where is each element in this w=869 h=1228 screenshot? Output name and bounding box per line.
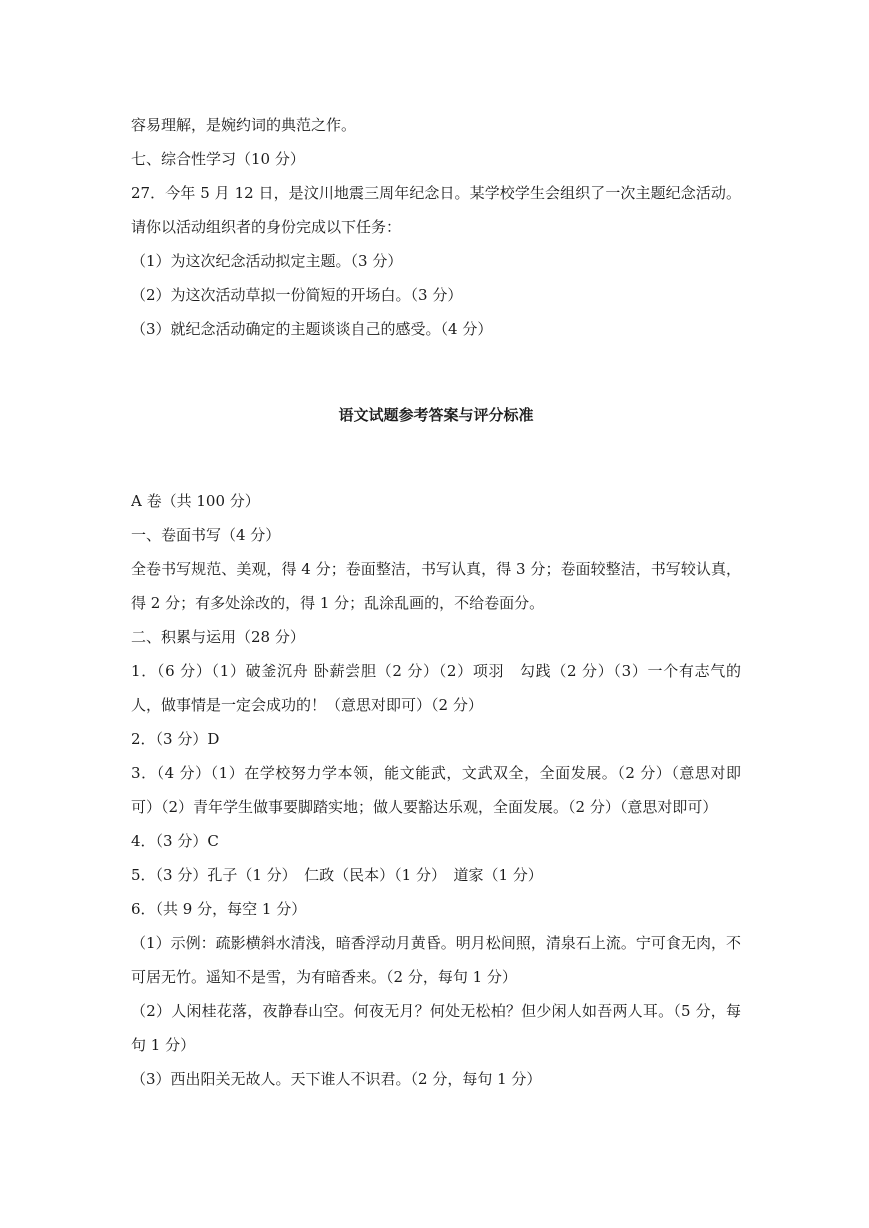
answer-4: 4．（3 分）C [131,832,219,850]
paragraph: 全卷书写规范、美观，得 4 分；卷面整洁，书写认真，得 3 分；卷面较整洁，书写较认真，得 2 分；有多处涂改的，得 1 分；乱涂乱画的，不给卷面分。 [131,560,741,612]
section-heading: 七、综合性学习（10 分） [131,150,305,168]
answer-2: 2．（3 分）D [131,730,220,748]
question-27: 27．今年 5 月 12 日，是汶川地震三周年纪念日。某学校学生会组织了一次主题纪念活动。请你以活动组织者的身份完成以下任务： [131,184,741,236]
task-1: （1）为这次纪念活动拟定主题。（3 分） [131,252,403,270]
document-page [131,108,741,1096]
answer-6: 6．（共 9 分，每空 1 分） [131,900,307,918]
answer-1: 1．（6 分）（1）破釜沉舟 卧薪尝胆（2 分）（2）项羽 勾践（2 分）（3）一个有志气的人，做事情是一定会成功的！（意思对即可）（2 分） [131,662,741,714]
task-2: （2）为这次活动草拟一份简短的开场白。（3 分） [131,286,463,304]
task-3: （3）就纪念活动确定的主题谈谈自己的感受。（4 分） [131,320,493,338]
section-heading: 一、卷面书写（4 分） [131,526,281,544]
answer-3: 3．（4 分）（1）在学校努力学本领，能文能武，文武双全，全面发展。（2 分）（意思对即可）（2）青年学生做事要脚踏实地；做人要豁达乐观，全面发展。（2 分）（意思对即可） [131,764,741,816]
text-line: 容易理解，是婉约词的典范之作。 [131,116,357,134]
section-heading: 二、积累与运用（28 分） [131,628,305,646]
answer-6-3: （3）西出阳关无故人。天下谁人不识君。（2 分，每句 1 分） [131,1070,542,1088]
page-title: 语文试题参考答案与评分标准 [338,406,534,424]
volume-heading: A 卷（共 100 分） [131,492,260,510]
answer-5: 5．（3 分）孔子（1 分） 仁政（民本）（1 分） 道家（1 分） [131,866,543,884]
answer-6-2: （2）人闲桂花落，夜静春山空。何夜无月？何处无松柏？但少闲人如吾两人耳。（5 分，每句 1 分） [131,1002,741,1054]
answer-6-1: （1）示例：疏影横斜水清浅，暗香浮动月黄昏。明月松间照，清泉石上流。宁可食无肉，不可居无竹。遥知不是雪，为有暗香来。（2 分，每句 1 分） [131,934,741,986]
